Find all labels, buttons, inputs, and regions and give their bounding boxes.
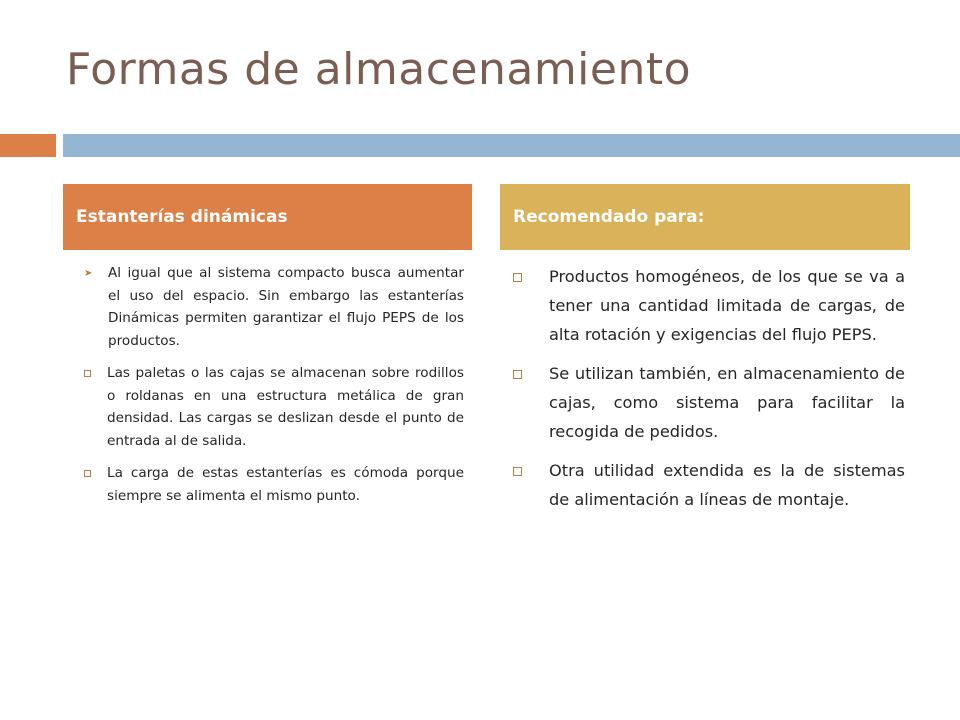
list-item <box>513 262 905 349</box>
list-item <box>513 359 905 446</box>
left-column-header-label: Estanterías dinámicas <box>76 207 288 227</box>
slide-title: Formas de almacenamiento <box>66 44 692 95</box>
list-item <box>84 362 464 452</box>
list-item <box>84 462 464 507</box>
square-bullet-icon <box>84 470 91 477</box>
list-item <box>84 262 464 352</box>
list-item-text: Las paletas o las cajas se almacenan sobre rodillos o roldanas en una estructura metálica de gran densidad. Las cargas se deslizan desde el punto de entrada al de salida. <box>107 365 464 449</box>
list-item-text: Productos homogéneos, de los que se va a tener una cantidad limitada de cargas, de alta rotación y exigencias del flujo PEPS. <box>549 267 905 344</box>
square-bullet-icon <box>513 467 522 476</box>
square-bullet-icon <box>513 273 522 282</box>
left-column-header <box>63 184 472 250</box>
square-bullet-icon <box>84 370 91 377</box>
list-item-text: Otra utilidad extendida es la de sistemas de alimentación a líneas de montaje. <box>549 461 905 509</box>
list-item-text: Se utilizan también, en almacenamiento de cajas, como sistema para facilitar la recogida de pedidos. <box>549 364 905 441</box>
right-column-header-label: Recomendado para: <box>513 207 705 227</box>
list-item-text: La carga de estas estanterías es cómoda porque siempre se alimenta el mismo punto. <box>107 465 464 504</box>
right-column-header <box>500 184 910 250</box>
arrow-bullet-icon: ➤ <box>84 268 93 279</box>
accent-bar-left <box>0 134 56 157</box>
square-bullet-icon <box>513 370 522 379</box>
list-item-text: Al igual que al sistema compacto busca aumentar el uso del espacio. Sin embargo las estanterías Dinámicas permiten garantizar el flujo PEPS de los productos. <box>108 265 464 349</box>
right-column-body <box>513 262 905 524</box>
left-column-body <box>84 262 464 517</box>
list-item <box>513 456 905 514</box>
accent-bar-right <box>63 134 960 157</box>
